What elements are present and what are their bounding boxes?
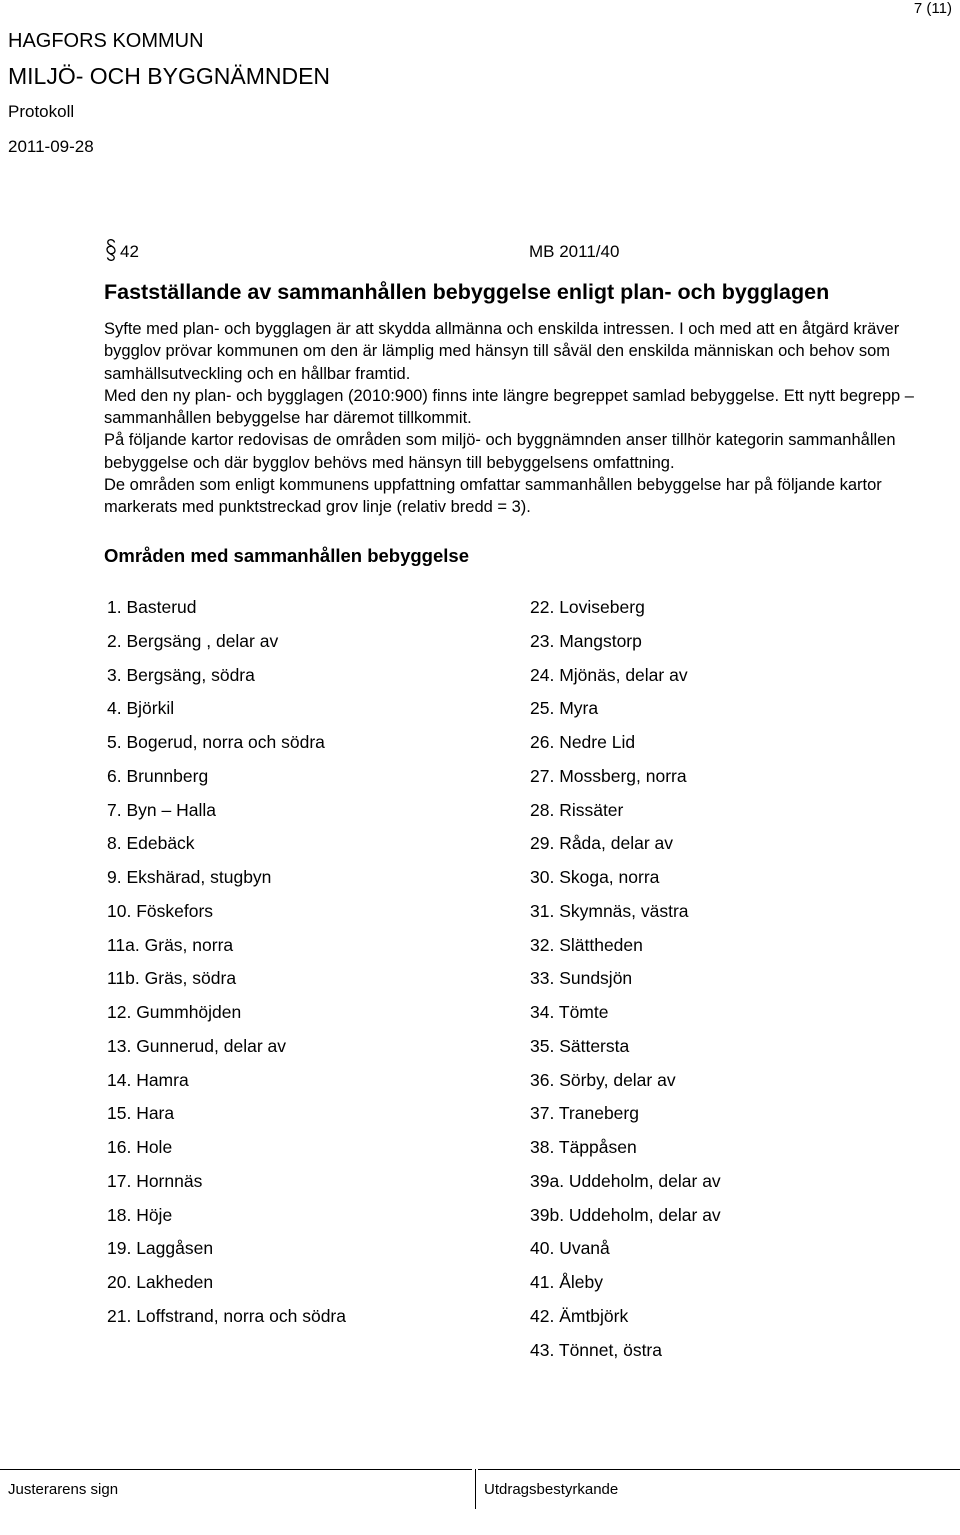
list-item: 18. Höje <box>107 1204 173 1225</box>
body-paragraph: De områden som enligt kommunens uppfattning omfattar sammanhållen bebyggelse har på följande kartor markerats med punktstreckad grov linje (relativ bredd = 3). <box>104 476 882 517</box>
list-item: 42. Ämtbjörk <box>530 1305 629 1326</box>
footer-divider <box>475 1469 476 1509</box>
list-item: 37. Traneberg <box>530 1103 639 1124</box>
list-item: 22. Loviseberg <box>530 597 645 617</box>
list-item: 25. Myra <box>530 698 599 719</box>
list-item: 32. Slättheden <box>530 934 643 955</box>
board-name: MILJÖ- OCH BYGGNÄMNDEN <box>8 63 331 89</box>
list-item: 15. Hara <box>107 1103 175 1124</box>
list-item: 11a. Gräs, norra <box>107 934 234 955</box>
list-item: 40. Uvanå <box>530 1238 610 1259</box>
footer-rule-right <box>478 1469 960 1470</box>
list-item: 29. Råda, delar av <box>530 833 674 854</box>
list-item: 1. Basterud <box>107 597 197 617</box>
list-item: 34. Tömte <box>530 1002 609 1022</box>
section-title: Fastställande av sammanhållen bebyggelse enligt plan- och bygglagen <box>104 280 830 304</box>
areas-heading: Områden med sammanhållen bebyggelse <box>104 545 469 566</box>
document-type: Protokoll <box>8 102 75 121</box>
body-paragraph: Med den ny plan- och bygglagen (2010:900) finns inte längre begreppet samlad bebyggelse. Ett nytt begrepp – sammanhållen bebyggelse har däremot tillkommit. <box>104 386 914 428</box>
list-item: 19. Laggåsen <box>107 1238 214 1259</box>
list-item: 36. Sörby, delar av <box>530 1069 676 1090</box>
signature-footer <box>0 1469 960 1509</box>
list-item: 9. Ekshärad, stugbyn <box>107 867 272 887</box>
organization-name: HAGFORS KOMMUN <box>8 30 204 52</box>
list-item: 14. Hamra <box>107 1069 189 1090</box>
list-item: 3. Bergsäng, södra <box>107 664 255 685</box>
footer-rule-left <box>0 1469 472 1470</box>
list-item: 24. Mjönäs, delar av <box>530 664 688 685</box>
list-item: 26. Nedre Lid <box>530 732 636 752</box>
areas-list-left <box>107 596 346 1339</box>
list-item: 17. Hornnäs <box>107 1170 203 1191</box>
list-item: 8. Edebäck <box>107 833 195 854</box>
list-item: 41. Åleby <box>530 1272 603 1292</box>
list-item: 21. Loffstrand, norra och södra <box>107 1305 346 1326</box>
list-item: 31. Skymnäs, västra <box>530 900 689 921</box>
paragraph-header <box>104 240 664 266</box>
body-paragraph: På följande kartor redovisas de områden som miljö- och byggnämnden anser tillhör kategorin sammanhållen bebyggelse och där bygglov behövs med hänsyn till bebyggelsens omfattning. <box>104 431 896 472</box>
areas-list-right <box>530 596 721 1372</box>
list-item: 38. Täppåsen <box>530 1137 637 1157</box>
list-item: 39b. Uddeholm, delar av <box>530 1204 721 1225</box>
list-item: 23. Mangstorp <box>530 630 642 651</box>
list-item: 35. Sättersta <box>530 1035 630 1056</box>
list-item: 39a. Uddeholm, delar av <box>530 1170 721 1191</box>
list-item: 6. Brunnberg <box>107 765 209 786</box>
list-item: 11b. Gräs, södra <box>107 968 237 989</box>
list-item: 10. Föskefors <box>107 900 214 921</box>
list-item: 5. Bogerud, norra och södra <box>107 732 325 752</box>
list-item: 7. Byn – Halla <box>107 799 216 820</box>
case-id: MB 2011/40 <box>529 242 620 261</box>
paragraph-number: 42 <box>120 242 139 261</box>
list-item: 16. Hole <box>107 1137 173 1157</box>
list-item: 13. Gunnerud, delar av <box>107 1035 287 1056</box>
extract-certification-label: Utdragsbestyrkande <box>484 1481 619 1498</box>
list-item: 2. Bergsäng , delar av <box>107 630 279 651</box>
list-item: 20. Lakheden <box>107 1272 214 1292</box>
body-text <box>104 318 944 519</box>
page-number: 7 (11) <box>913 0 952 17</box>
body-paragraph: Syfte med plan- och bygglagen är att skydda allmänna och enskilda intressen. I och med att en åtgärd kräver bygglov prövar kommunen om den är lämplig med hänsyn till såväl den enskilda människan och behov som samhällsutveckling och en hållbar framtid. <box>104 320 900 383</box>
list-item: 30. Skoga, norra <box>530 867 660 887</box>
reviewer-signature-label: Justerarens sign <box>8 1481 119 1498</box>
meeting-date: 2011-09-28 <box>8 137 94 156</box>
list-item: 33. Sundsjön <box>530 968 633 989</box>
list-item: 27. Mossberg, norra <box>530 765 687 786</box>
section-sign-icon <box>104 238 118 262</box>
list-item: 43. Tönnet, östra <box>530 1339 662 1360</box>
list-item: 4. Björkil <box>107 698 175 719</box>
list-item: 28. Rissäter <box>530 799 624 820</box>
list-item: 12. Gummhöjden <box>107 1002 242 1022</box>
